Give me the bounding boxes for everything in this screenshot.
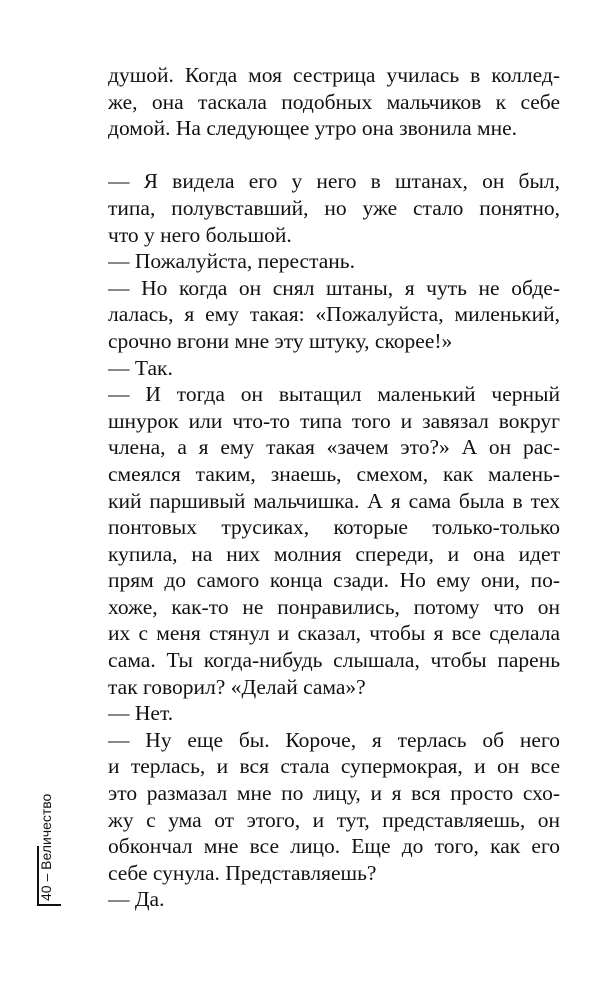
text-line: их с меня стянул и сказал, чтобы я все сделала [108, 621, 560, 646]
text-line: хоже, как-то не понравились, потому что он [108, 594, 560, 619]
text-line: сама. Ты когда-нибудь слышала, чтобы парень [108, 648, 560, 673]
text-line: так говорил? «Делай сама»? [108, 674, 366, 699]
running-footer [24, 751, 64, 911]
text-line: смеялся таким, знаешь, смехом, как малень- [108, 461, 560, 486]
text-line: это размазал мне по лицу, и я вся просто схо- [108, 781, 560, 806]
text-line: же, она таскала подобных мальчиков к себе [108, 89, 560, 114]
text-line: — Пожалуйста, перестань. [108, 249, 355, 274]
text-line: домой. На следующее утро она звонила мне. [108, 116, 518, 141]
text-line: — Нет. [108, 701, 174, 726]
text-line: — Да. [108, 887, 165, 912]
text-line: что у него большой. [108, 222, 292, 247]
paragraph-gap [108, 142, 560, 169]
text-line: — Ну еще бы. Короче, я терлась об него [108, 727, 560, 752]
text-line: жу с ума от этого, и тут, представляешь, он [108, 807, 560, 832]
text-line: кий паршивый мальчишка. А я сама была в тех [108, 488, 560, 513]
text-line: обкончал мне все лицо. Еще до того, как его [108, 834, 560, 859]
footer-tick [37, 904, 61, 906]
text-line: и терлась, и вся стала супермокрая, и он все [108, 754, 560, 779]
text-line: понтовых трусиках, которые только-только [108, 515, 560, 540]
text-line: — Я видела его у него в штанах, он был, [108, 169, 560, 194]
text-line: лалась, я ему такая: «Пожалуйста, миленький, [108, 302, 560, 327]
page-number-label: 40 – Величество [38, 793, 54, 901]
text-line: прям до самого конца сзади. Но ему они, по- [108, 568, 560, 593]
body-text [108, 62, 560, 913]
text-line: себе сунула. Представляешь? [108, 860, 377, 885]
text-line: — И тогда он вытащил маленький черный [108, 382, 560, 407]
text-line: срочно вгони мне эту штуку, скорее!» [108, 328, 453, 353]
text-line: — Так. [108, 355, 173, 380]
text-line: шнурок или что-то типа того и завязал вокруг [108, 408, 560, 433]
text-line: — Но когда он снял штаны, я чуть не обде- [108, 275, 560, 300]
text-line: типа, полувставший, но уже стало понятно, [108, 195, 560, 220]
text-line: члена, а я ему такая «зачем это?» А он рас- [108, 435, 560, 460]
text-line: купила, на них молния спереди, и она идет [108, 541, 560, 566]
text-line: душой. Когда моя сестрица училась в коллед- [108, 63, 560, 87]
